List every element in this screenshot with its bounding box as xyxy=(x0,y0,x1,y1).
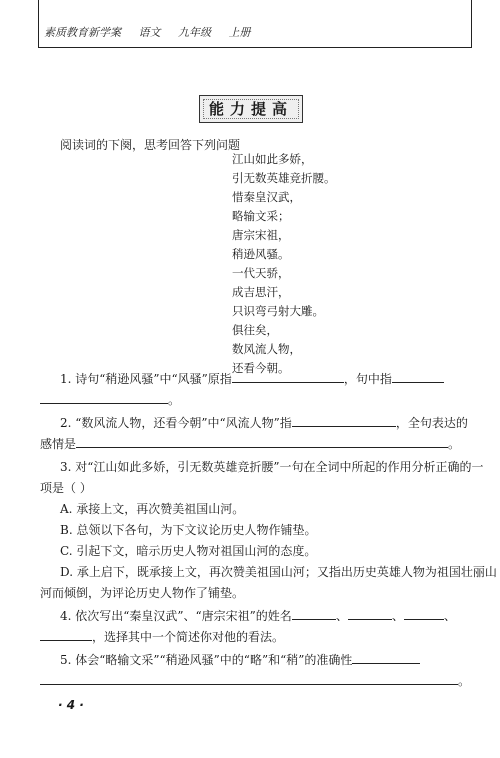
answer-blank[interactable] xyxy=(392,370,444,383)
poem-line: 只识弯弓射大雕。 xyxy=(232,304,324,318)
question-3-stem: 3. 对“江山如此多娇，引无数英雄竞折腰”一句在全词中所起的作用分析正确的一 xyxy=(60,460,484,474)
question-1-cont xyxy=(40,390,180,410)
poem-line: 成吉思汗， xyxy=(232,285,290,299)
separator: 、 xyxy=(391,609,404,623)
answer-blank[interactable] xyxy=(292,607,336,620)
question-2-cont xyxy=(40,434,460,454)
question-4-text: 4. 依次写出“秦皇汉武”、“唐宗宋祖”的姓名 xyxy=(60,609,292,623)
poem xyxy=(232,150,336,378)
section-title xyxy=(199,95,303,123)
page-frame-right xyxy=(471,0,472,48)
poem-line: 一代天骄， xyxy=(232,266,290,280)
page-frame-left xyxy=(38,0,39,48)
page-number: · 4 · xyxy=(58,698,84,712)
poem-line: 稍逊风骚。 xyxy=(232,247,290,261)
question-4 xyxy=(60,606,456,626)
answer-blank[interactable] xyxy=(76,435,448,448)
poem-line: 唐宗宋祖， xyxy=(232,228,290,242)
option-b: B. 总领以下各句，为下文议论历史人物作铺垫。 xyxy=(60,523,317,537)
question-2-text: 2. “数风流人物，还看今朝”中“风流人物”指 xyxy=(60,416,292,430)
poem-line: 引无数英雄竞折腰。 xyxy=(232,171,336,185)
question-4-cont xyxy=(40,627,284,647)
question-5-cont xyxy=(40,671,470,691)
poem-line: 惜秦皇汉武， xyxy=(232,190,301,204)
separator: 、 xyxy=(335,609,348,623)
question-1-text: 1. 诗句“稍逊风骚”中“风骚”原指 xyxy=(60,372,232,386)
question-5-text: 5. 体会“略输文采”“稍逊风骚”中的“略”和“稍”的准确性 xyxy=(60,653,353,667)
page-frame-bottom xyxy=(38,47,472,48)
poem-line: 俱往矣， xyxy=(232,323,278,337)
header-series: 素质教育新学案 xyxy=(44,26,121,39)
question-1 xyxy=(60,369,444,389)
running-header xyxy=(44,24,265,40)
answer-blank[interactable] xyxy=(292,414,396,427)
answer-blank[interactable] xyxy=(40,628,92,641)
option-c: C. 引起下文，暗示历史人物对祖国山河的态度。 xyxy=(60,544,317,558)
answer-blank[interactable] xyxy=(232,370,344,383)
header-volume: 上册 xyxy=(228,26,251,39)
separator: 、 xyxy=(443,609,456,623)
question-2 xyxy=(60,413,468,433)
header-subject: 语文 xyxy=(138,26,161,39)
answer-blank[interactable] xyxy=(40,672,458,685)
question-2-end: 。 xyxy=(448,437,461,451)
poem-line: 还看今朝。 xyxy=(232,361,290,375)
option-d-cont: 河而倾倒，为评论历史人物作了铺垫。 xyxy=(40,586,245,600)
option-a: A. 承接上文，再次赞美祖国山河。 xyxy=(60,502,245,516)
answer-blank[interactable] xyxy=(352,651,420,664)
poem-line: 数风流人物， xyxy=(232,342,301,356)
section-title-border xyxy=(203,99,299,119)
question-2-text-c: 感情是 xyxy=(40,437,77,451)
question-1-end: 。 xyxy=(168,393,181,407)
question-3-stem-cont: 项是（ ） xyxy=(40,481,92,495)
question-2-text-b: ，全句表达的 xyxy=(395,416,468,430)
poem-line: 江山如此多娇， xyxy=(232,152,313,166)
option-d: D. 承上启下，既承接上文，再次赞美祖国山河；又指出历史英雄人物为祖国壮丽山 xyxy=(60,565,497,579)
answer-blank[interactable] xyxy=(404,607,444,620)
answer-blank[interactable] xyxy=(40,391,168,404)
question-4-text-b: ，选择其中一个简述你对他的看法。 xyxy=(92,630,285,644)
question-1-text-b: ，句中指 xyxy=(343,372,392,386)
section-title-text: 能力提高 xyxy=(208,100,293,118)
header-grade: 九年级 xyxy=(178,26,211,39)
question-5-end: 。 xyxy=(458,674,471,688)
answer-blank[interactable] xyxy=(348,607,392,620)
question-5 xyxy=(60,650,420,670)
reading-instruction: 阅读词的下阕，思考回答下列问题 xyxy=(60,138,241,152)
poem-line: 略输文采； xyxy=(232,209,290,223)
